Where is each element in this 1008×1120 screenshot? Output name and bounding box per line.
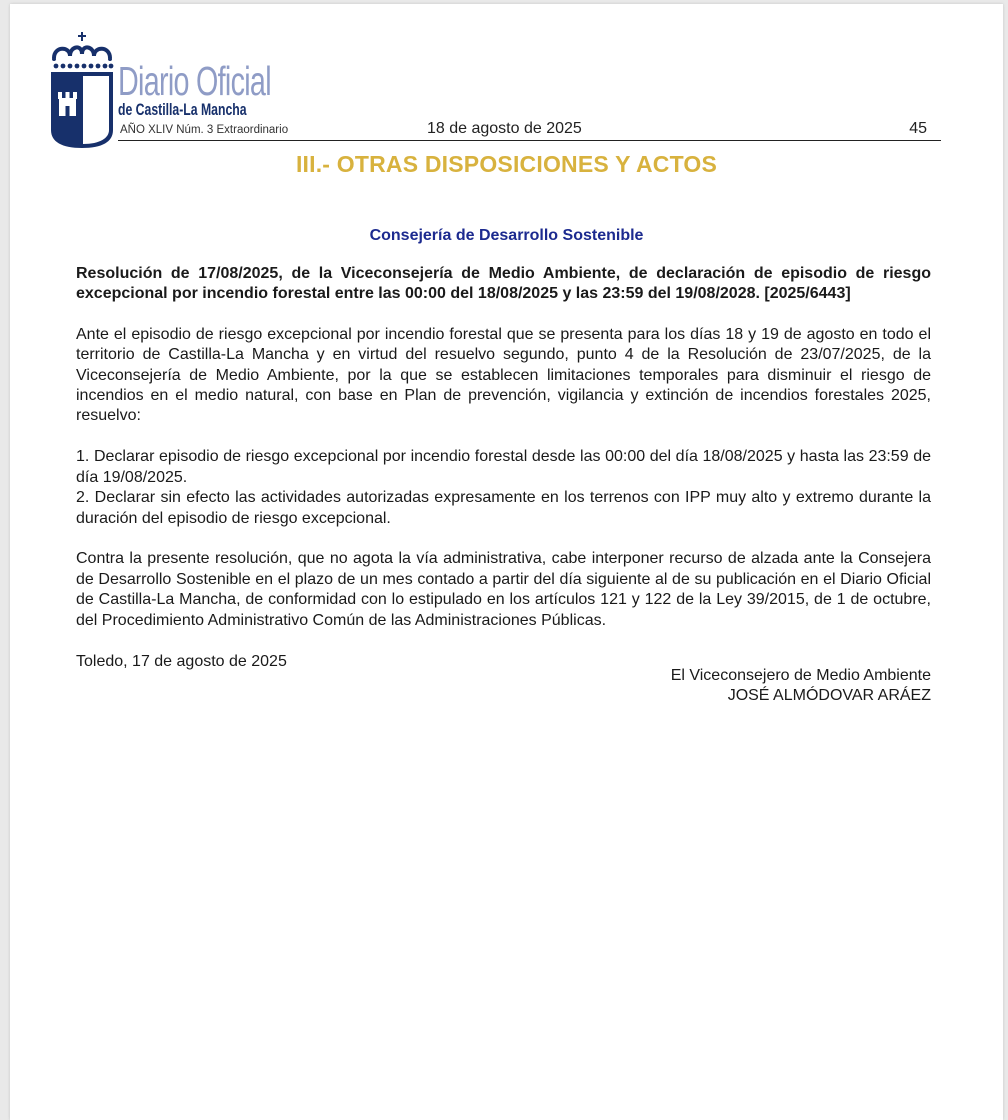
resolution-content [76, 264, 931, 672]
signatory-role: El Viceconsejero de Medio Ambiente [670, 667, 931, 684]
department-name: Consejería de Desarrollo Sostenible [369, 227, 644, 244]
signatory-name: JOSÉ ALMÓDOVAR ARÁEZ [727, 687, 931, 705]
page-number: 45 [909, 120, 927, 137]
brand-subtitle: de Castilla-La Mancha [118, 100, 247, 119]
publication-date: 18 de agosto de 2025 [427, 120, 582, 137]
header-meta-row [118, 118, 941, 141]
appeal-paragraph: Contra la presente resolución, que no agota la vía administrativa, cabe interponer recurso de alzada ante la Consejera de Desarrollo Sostenible en el plazo de un mes contado a partir del día siguiente al de su publicación en el Diario Oficial de Castilla-La Mancha, de conformidad con lo estipulado en los artículos 121 y 122 de la Ley 39/2015, de 1 de octubre, del Procedimiento Administrativo Común de las Administraciones Públicas. [76, 550, 931, 629]
resolution-heading: Resolución de 17/08/2025, de la Viceconsejería de Medio Ambiente, de declaración de episodio de riesgo excepcional por incendio forestal entre las 00:00 del 18/08/2025 y las 23:59 del 19/08/2028. [2025/6443] [76, 265, 931, 303]
section-title: III.- OTRAS DISPOSICIONES Y ACTOS [295, 151, 718, 177]
resolution-point-2: 2. Declarar sin efecto las actividades autorizadas expresamente en los terrenos con IPP muy alto y extremo durante la duración del episodio de riesgo excepcional. [76, 489, 931, 527]
issue-info: AÑO XLIV Núm. 3 Extraordinario [120, 124, 289, 136]
signature-block [671, 666, 931, 707]
resolution-point-1: 1. Declarar episodio de riesgo excepcional por incendio forestal desde las 00:00 del día 18/08/2025 y hasta las 23:59 de día 19/08/2025. [76, 448, 931, 486]
castilla-la-mancha-coat-of-arms-icon [50, 32, 116, 152]
place-and-date: Toledo, 17 de agosto de 2025 [76, 652, 287, 670]
intro-paragraph: Ante el episodio de riesgo excepcional por incendio forestal que se presenta para los días 18 y 19 de agosto en todo el territorio de Castilla-La Mancha y en virtud del resuelvo segundo, punto 4 de la Resolución de 23/07/2025, de la Viceconsejería de Medio Ambiente, por la que se establecen limitaciones temporales para disminuir el riesgo de incendios en el medio natural, con base en Plan de prevención, vigilancia y extinción de incendios forestales 2025, resuelvo: [76, 325, 931, 425]
brand-title: Diario Oficial [118, 58, 271, 104]
document-page [10, 4, 1003, 1120]
brand-block [118, 60, 336, 118]
